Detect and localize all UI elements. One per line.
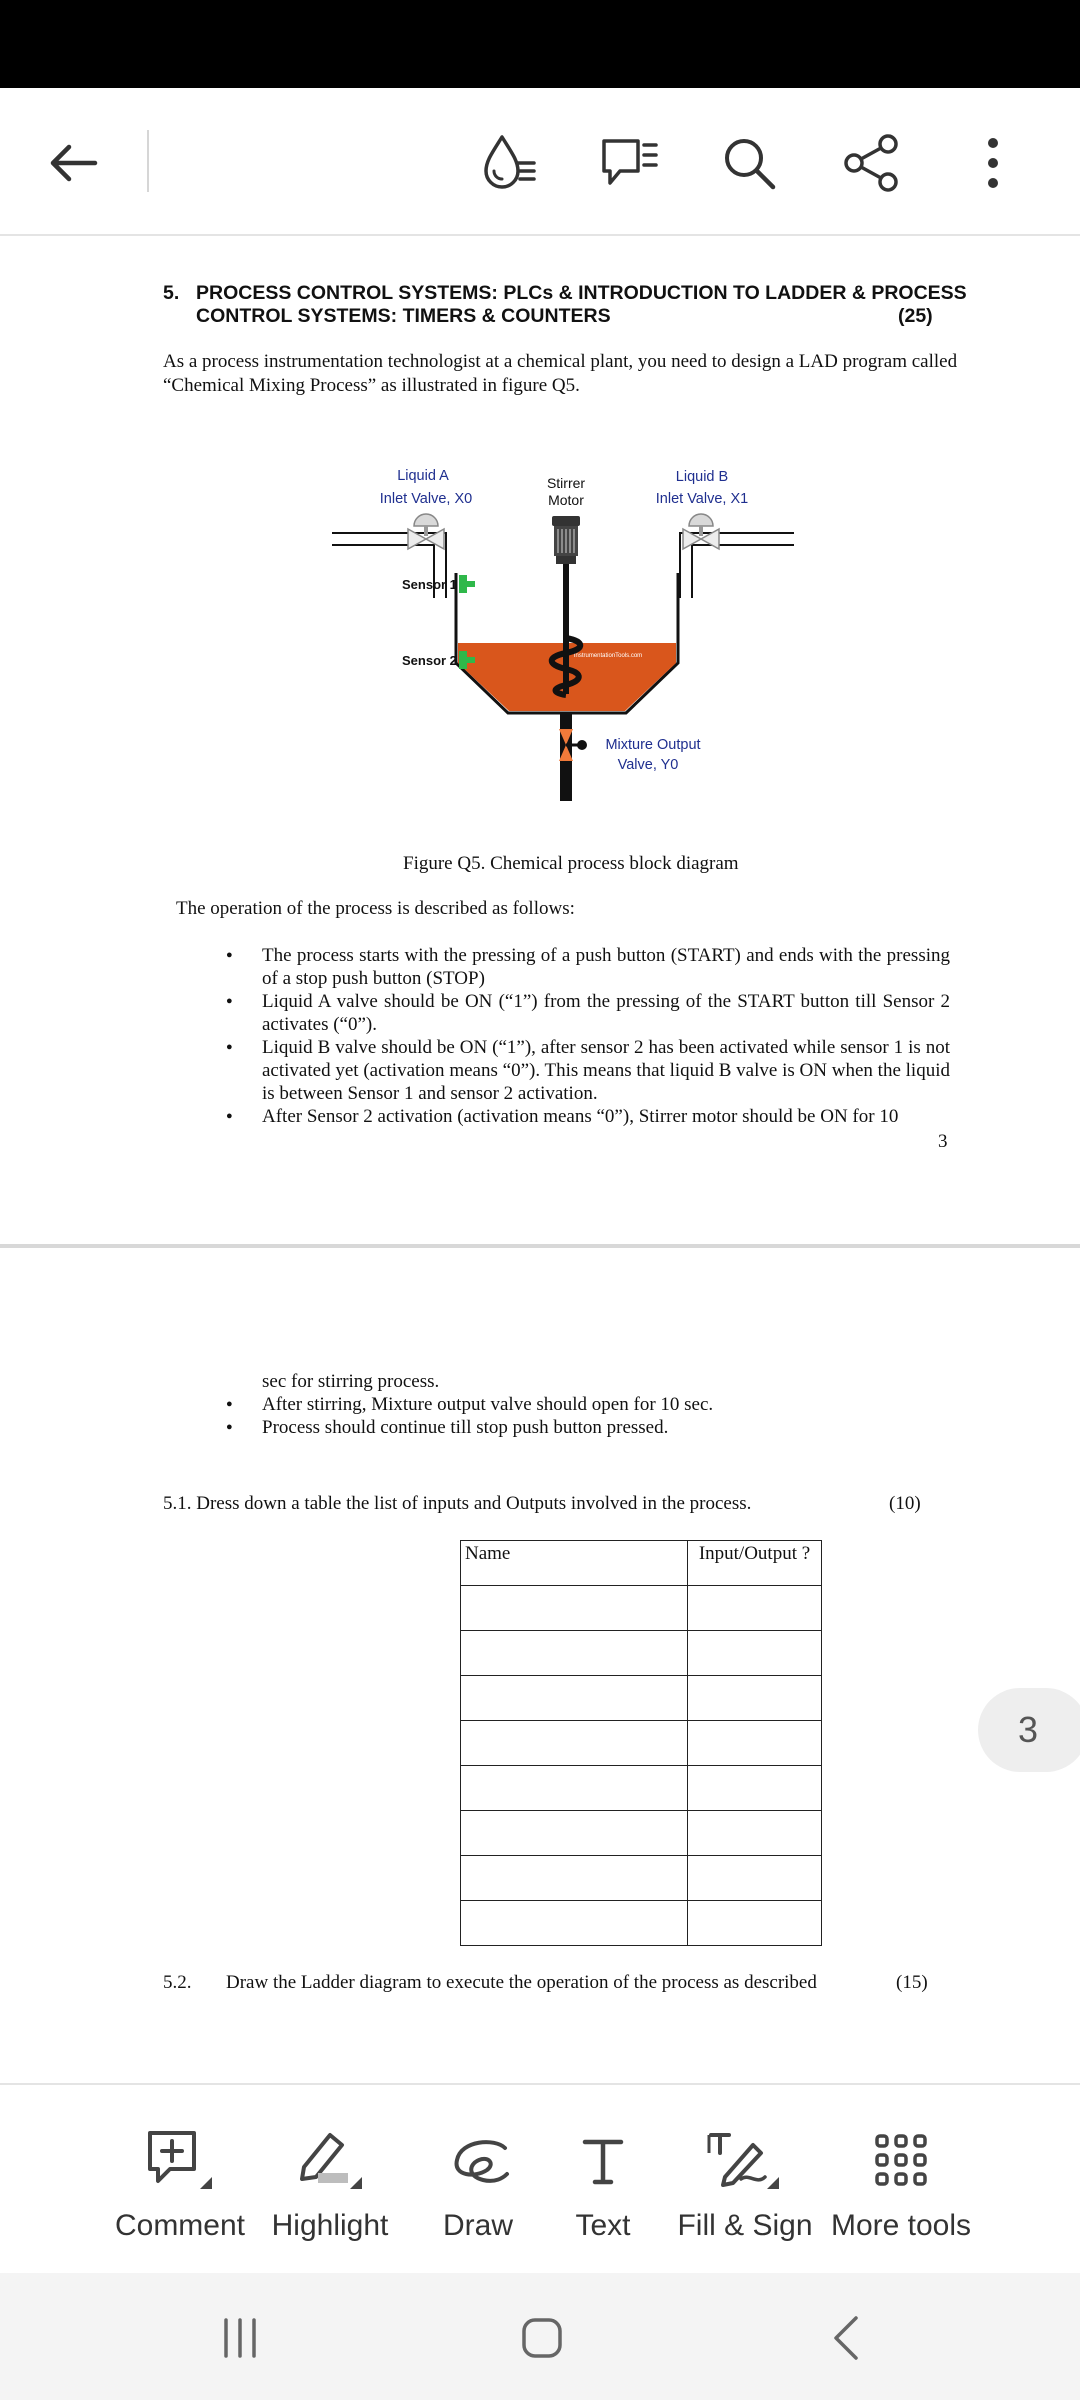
header-input-output: Input/Output ? bbox=[688, 1541, 822, 1586]
question-title-line2: CONTROL SYSTEMS: TIMERS & COUNTERS bbox=[196, 305, 611, 327]
stirrer-label-line2: Motor bbox=[548, 492, 584, 508]
text-icon bbox=[573, 2130, 633, 2190]
table-cell-io bbox=[688, 1856, 822, 1901]
comment-add-icon bbox=[142, 2127, 218, 2193]
fill-sign-tool-label: Fill & Sign bbox=[677, 2209, 813, 2242]
status-bar bbox=[0, 0, 1080, 88]
sensor-2-block bbox=[459, 651, 467, 669]
table-row bbox=[461, 1766, 822, 1811]
table-cell-name bbox=[461, 1631, 688, 1676]
operation-bullets-continued bbox=[226, 1370, 950, 1439]
question-number: 5. bbox=[163, 282, 180, 304]
table-cell-name bbox=[461, 1766, 688, 1811]
system-nav-bar bbox=[0, 2273, 1080, 2400]
bullet-item: ● Process should continue till stop push button pressed. bbox=[226, 1416, 950, 1439]
fill-sign-icon bbox=[705, 2127, 785, 2193]
arrow-left-icon bbox=[45, 143, 101, 183]
highlighter-icon bbox=[292, 2127, 368, 2193]
bullet-item: ● After stirring, Mixture output valve should open for 10 sec. bbox=[226, 1393, 950, 1416]
system-back-button[interactable] bbox=[806, 2303, 886, 2373]
table-cell-name bbox=[461, 1676, 688, 1721]
sensor-2-label: Sensor 2 bbox=[402, 653, 457, 668]
recents-icon bbox=[218, 2316, 262, 2360]
pdf-page-2[interactable] bbox=[0, 1248, 1080, 2083]
liquid-b-label-line2: Inlet Valve, X1 bbox=[655, 491, 749, 507]
page-indicator[interactable]: 3 bbox=[978, 1688, 1080, 1772]
more-tools[interactable] bbox=[828, 2125, 974, 2243]
share-button[interactable] bbox=[826, 118, 916, 208]
table-cell-io bbox=[688, 1811, 822, 1856]
grid-icon bbox=[871, 2130, 931, 2190]
table-header-row bbox=[461, 1541, 822, 1586]
fill-sign-tool[interactable] bbox=[672, 2125, 818, 2243]
question-5-2: Draw the Ladder diagram to execute the operation of the process as described bbox=[226, 1972, 817, 1993]
top-toolbar bbox=[0, 88, 1080, 236]
bottom-toolbar bbox=[0, 2083, 1080, 2273]
question-marks: (25) bbox=[898, 305, 933, 327]
liquid-b-pipe bbox=[680, 533, 794, 598]
liquid-a-valve bbox=[408, 514, 444, 549]
page-number: 3 bbox=[938, 1131, 948, 1152]
liquid-b-label-line1: Liquid B bbox=[675, 469, 729, 485]
intro-paragraph: As a process instrumentation technologist at a chemical plant, you need to design a LAD program called “Chemical Mixing Process” as illustrated in figure Q5. bbox=[163, 351, 958, 396]
search-icon bbox=[719, 133, 779, 193]
highlight-tool-label: Highlight bbox=[271, 2209, 389, 2242]
search-button[interactable] bbox=[704, 118, 794, 208]
bullet-continuation: sec for stirring process. bbox=[262, 1371, 440, 1392]
stirrer-shaft bbox=[563, 564, 569, 694]
table-cell-io bbox=[688, 1676, 822, 1721]
table-row bbox=[461, 1586, 822, 1631]
draw-tool-label: Draw bbox=[442, 2209, 513, 2242]
table-row bbox=[461, 1856, 822, 1901]
bullet-item: ● Liquid A valve should be ON (“1”) from the pressing of the START button till Sensor 2 activates (“0”). bbox=[226, 990, 950, 1036]
operation-bullets bbox=[226, 944, 950, 1128]
header-name: Name bbox=[461, 1541, 688, 1586]
draw-icon bbox=[443, 2130, 513, 2190]
question-5-1: 5.1. Dress down a table the list of inputs and Outputs involved in the process. bbox=[163, 1493, 752, 1514]
table-cell-io bbox=[688, 1586, 822, 1631]
comment-list-icon bbox=[598, 131, 662, 195]
draw-tool[interactable] bbox=[428, 2125, 528, 2243]
liquid-a-label-line2: Inlet Valve, X0 bbox=[379, 491, 473, 507]
table-cell-io bbox=[688, 1901, 822, 1946]
io-table[interactable] bbox=[460, 1540, 822, 1946]
bullet-item: ● The process starts with the pressing of a push button (START) and ends with the pressing of a stop push button (STOP) bbox=[226, 944, 950, 990]
operation-intro: The operation of the process is described as follows: bbox=[176, 898, 575, 919]
table-cell-name bbox=[461, 1901, 688, 1946]
liquid-mode-button[interactable] bbox=[465, 118, 555, 208]
stirrer-motor bbox=[552, 516, 580, 564]
bullet-item: ● After Sensor 2 activation (activation means “0”), Stirrer motor should be ON for 10 bbox=[226, 1105, 950, 1128]
stirrer-label-line1: Stirrer bbox=[546, 475, 586, 491]
comment-list-button[interactable] bbox=[585, 118, 675, 208]
question-5-2-marks: (15) bbox=[896, 1972, 928, 1993]
text-tool-label: Text bbox=[575, 2209, 631, 2242]
table-row bbox=[461, 1901, 822, 1946]
more-options-button[interactable] bbox=[948, 118, 1038, 208]
comment-tool-label: Comment bbox=[114, 2209, 246, 2242]
table-cell-name bbox=[461, 1586, 688, 1631]
output-valve-label-line1: Mixture Output bbox=[605, 737, 701, 753]
table-row bbox=[461, 1631, 822, 1676]
table-cell-io bbox=[688, 1766, 822, 1811]
toolbar-divider bbox=[147, 130, 149, 192]
figure-caption: Figure Q5. Chemical process block diagram bbox=[403, 853, 739, 874]
highlight-tool[interactable] bbox=[262, 2125, 398, 2243]
pdf-page-1[interactable] bbox=[0, 238, 1080, 1246]
output-valve-label-line2: Valve, Y0 bbox=[617, 757, 679, 773]
process-diagram-svg bbox=[326, 423, 801, 803]
sensor-1-block bbox=[459, 575, 467, 593]
home-icon bbox=[518, 2314, 566, 2362]
table-cell-io bbox=[688, 1721, 822, 1766]
share-icon bbox=[840, 132, 902, 194]
comment-tool[interactable] bbox=[112, 2125, 248, 2243]
table-row bbox=[461, 1676, 822, 1721]
bullet-item: ● Liquid B valve should be ON (“1”), after sensor 2 has been activated while sensor 1 is not activated yet (activation means “0”). This means that liquid B valve is ON when the liquid is between Sensor 1 and sensor 2 activation. bbox=[226, 1036, 950, 1105]
table-row bbox=[461, 1721, 822, 1766]
question-title-line1: PROCESS CONTROL SYSTEMS: PLCs & INTRODUCTION TO LADDER & PROCESS bbox=[196, 282, 967, 304]
text-tool[interactable] bbox=[558, 2125, 648, 2243]
more-tools-label: More tools bbox=[830, 2209, 972, 2242]
liquid-b-valve bbox=[683, 514, 719, 549]
liquid-mode-icon bbox=[478, 131, 542, 195]
back-button[interactable] bbox=[28, 118, 118, 208]
question-5-1-marks: (10) bbox=[889, 1493, 921, 1514]
question-5-2-number: 5.2. bbox=[163, 1972, 192, 1993]
table-row bbox=[461, 1811, 822, 1856]
table-cell-name bbox=[461, 1811, 688, 1856]
home-button[interactable] bbox=[502, 2303, 582, 2373]
sensor-1-label: Sensor 1 bbox=[402, 577, 457, 592]
table-cell-name bbox=[461, 1721, 688, 1766]
figure-watermark: InstrumentationTools.com bbox=[573, 653, 643, 659]
table-cell-name bbox=[461, 1856, 688, 1901]
table-cell-io bbox=[688, 1631, 822, 1676]
recents-button[interactable] bbox=[200, 2303, 280, 2373]
more-vertical-icon bbox=[983, 133, 1003, 193]
liquid-a-label-line1: Liquid A bbox=[397, 468, 449, 484]
back-icon bbox=[826, 2314, 866, 2362]
